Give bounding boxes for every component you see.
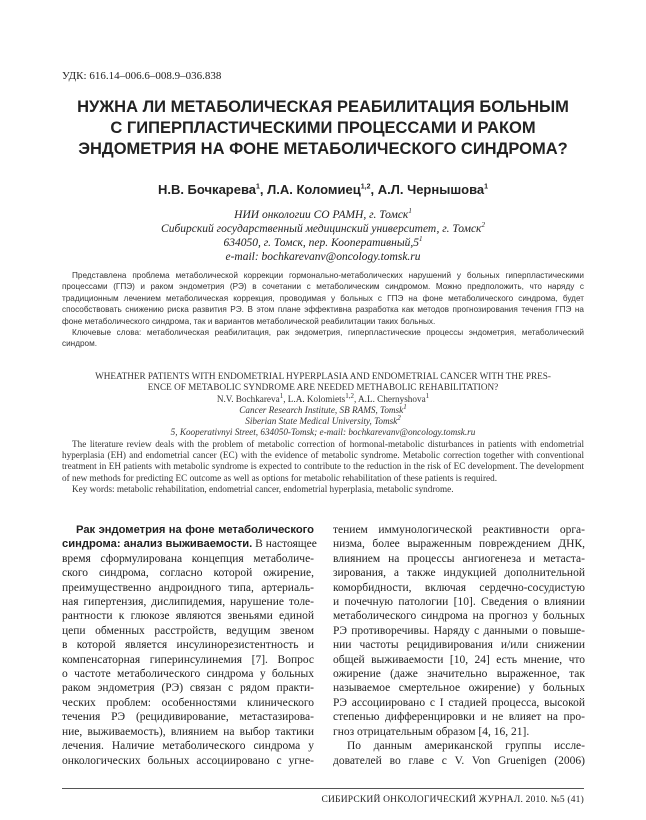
body-line: ние, выживаемость), влиянием на выбор тактики [62, 725, 314, 738]
affiliation-en: Siberian State Medical University, Tomsk$^2$ [245, 414, 401, 427]
author-affil-sup: 1,2 [360, 183, 371, 191]
authors-ru: Н.В. Бочкарева$^1$, Л.А. Коломиец$^{1,2}$, А.Л. Чернышова$^1$ [157, 182, 489, 197]
body-line: в которой является инсулинорезистентность и [62, 639, 314, 652]
body-line: По данным американской группы иссле- [347, 740, 585, 753]
title-line: НУЖНА ЛИ МЕТАБОЛИЧЕСКАЯ РЕАБИЛИТАЦИЯ БОЛЬНЫМ [77, 98, 569, 116]
keywords-en: Key words: metabolic rehabilitation, endometrial cancer, endometrial hyperplasia, metabolic syndrome. [72, 483, 454, 494]
body-line: дователей во главе с V. Von Gruenigen (2006) [333, 754, 585, 767]
body-column-left [62, 523, 317, 768]
journal-footer: СИБИРСКИЙ ОНКОЛОГИЧЕСКИЙ ЖУРНАЛ. 2010. №5 (41) [62, 788, 584, 805]
body-line: компенсаторная гиперинсулинемия [7]. Вопрос [62, 653, 314, 666]
abstract-en-block [62, 371, 584, 495]
affiliation-line: 634050, г. Томск, пер. $Кооперативный,5^1$ [223, 235, 423, 249]
body-line: онкологических больных ассоциировано с угне- [62, 754, 314, 767]
abstract-ru [62, 270, 584, 350]
body-line: РЭ ассоциировано с I стадией процесса, высокой [333, 696, 585, 709]
affiliation-en: Cancer Research Institute, SB RAMS, Tomsk$^1$ [239, 402, 407, 415]
body-line: коморбидности, включая сердечно-сосудистую [333, 581, 585, 594]
body-line: о частоте метаболического синдрома у больных [62, 668, 314, 681]
body-line: ского синдрома, согласно которой ожирение, [62, 567, 314, 580]
en-title: WHEATHER PATIENTS WITH ENDOMETRIAL HYPERPLASIA AND ENDOMETRIAL CANCER WITH THE PRES- ENCE OF METABOLIC SYNDROME ARE NEEDED METHABOLIC REHABILITATION? [95, 371, 551, 393]
body-line: рантности к глюкозе являются звеньями единой [62, 610, 314, 623]
affiliation-line: Сибирский государственный медицинский университет, г. Томск$^2$ [161, 221, 485, 235]
udk-code: УДК: 616.14–006.6–008.9–036.838 [62, 70, 222, 82]
body-line: зирования, а также индукцией дополнительной [333, 567, 585, 580]
author-affil-sup: 1 [256, 183, 260, 191]
body-line: ческих проблем: особенностями клинического [62, 696, 314, 709]
article-title [40, 97, 606, 160]
authors-en: N.V. Bochkareva$^1$, L.A. Kolomiets$^{1,2}$, A.L. Chernyshova$^1$ [216, 391, 430, 404]
email-line: e-mail: bochkarevanv@oncology.tomsk.ru [225, 251, 421, 263]
body-line: время сформулирована концепция метаболиче- [62, 552, 314, 565]
body-line: ожирение (даже значительно выраженное, так [333, 668, 585, 681]
body-line: тением иммунологической реактивности орга- [333, 524, 585, 536]
abstract-ru-text: Представлена проблема метаболической коррекции гормонально-метаболических нарушений у больных гиперпластическими процессами (ГПЭ) и раком эндометрия (РЭ) в сочетании с метаболическим синдромом. Можно предположить, что наряду с традиционным лечением метаболическая коррекция, проводимая у больных с ГПЭ на фоне метаболического синдрома, будет способствовать снижению риска развития РЭ. В этом плане эффективна разработка как методов прогнозирования течения ГПЭ на фоне метаболического синдрома, так и вариантов метаболической реабилитации таких больных. [62, 271, 584, 326]
body-line: гноз отрицательным образом [4, 16, 21]. [333, 725, 530, 738]
body-line: преимущественно андроидного типа, артериаль- [62, 581, 314, 594]
body-line: лечения. Наличие метаболического синдрома у [62, 740, 314, 753]
address-en: 5, Kooperativnyi Street, 634050-Tomsk; e-mail: bochkarevanv@oncology.tomsk.ru [170, 427, 476, 438]
body-line: называемое смертельное ожирение) у больных [333, 682, 585, 695]
body-line: ная гипертензия, дислипидемия, нарушение толе- [62, 596, 314, 609]
author-affil-sup: 1 [484, 183, 489, 191]
body-line: цепи обменных расстройств, ведущим звеном [62, 624, 314, 637]
body-line: нии частоты рецидивирования и/или снижении [333, 639, 585, 652]
body-line: РЭ противоречивы. Наряду с данными о повыше- [333, 624, 585, 637]
body-column-right [333, 523, 585, 768]
author-name: Л.А. Коломиец [267, 182, 361, 197]
affiliation-line: НИИ онкологии СО РАМН, г. Томск$^1$ [234, 207, 412, 221]
title-line: ЭНДОМЕТРИЯ НА ФОНЕ МЕТАБОЛИЧЕСКОГО СИНДРОМА? [78, 140, 568, 158]
body-line: степенью дифференцировки и не влияет на про- [333, 711, 585, 724]
abstract-en-text: The literature review deals with the problem of metabolic correction of hormonal-metabolic disturbances in patients with endometrial hyperplasia (EH) and endometrial cancer (EC) with the evidence of metabolic syndrome. Metabolic correction together with conventional treatment in EH patients with metabolic syndrome is expected to contribute to the reduction in the risk of EC development. The development of new methods for predicting EC outcome as well as options for metabolic rehabilitation of these patients is required. [62, 438, 584, 483]
body-line: влиянием на процессы ангиогенеза и метаста- [333, 552, 585, 565]
body-line: низма, более выраженным повреждением ДНК, [333, 538, 585, 551]
body-line: синдрома: анализ выживаемости. В настоящее [62, 538, 317, 551]
body-line: метаболического синдрома на прогноз у больных [333, 610, 585, 623]
body-line: и почечную патологии [10]. Сведения о влиянии [333, 596, 585, 609]
body-line: течения РЭ (рецидивирование, метастазирова- [62, 711, 314, 724]
section-heading: Рак эндометрия на фоне метаболического [76, 524, 314, 536]
author-name: А.Л. Чернышова [377, 182, 485, 197]
title-line: С ГИПЕРПЛАСТИЧЕСКИМИ ПРОЦЕССАМИ И РАКОМ [110, 119, 536, 137]
body-line: раком эндометрия (РЭ) связан с рядом практи- [62, 682, 314, 695]
keywords-ru: Ключевые слова: метаболическая реабилитация, рак эндометрия, гиперпластические процессы эндометрия, метаболический синдром. [62, 328, 584, 349]
author-name: Н.В. Бочкарева [157, 182, 257, 197]
affiliations-ru [60, 208, 586, 264]
body-line: общей выживаемости [10, 24] есть мнение, что [333, 653, 585, 666]
